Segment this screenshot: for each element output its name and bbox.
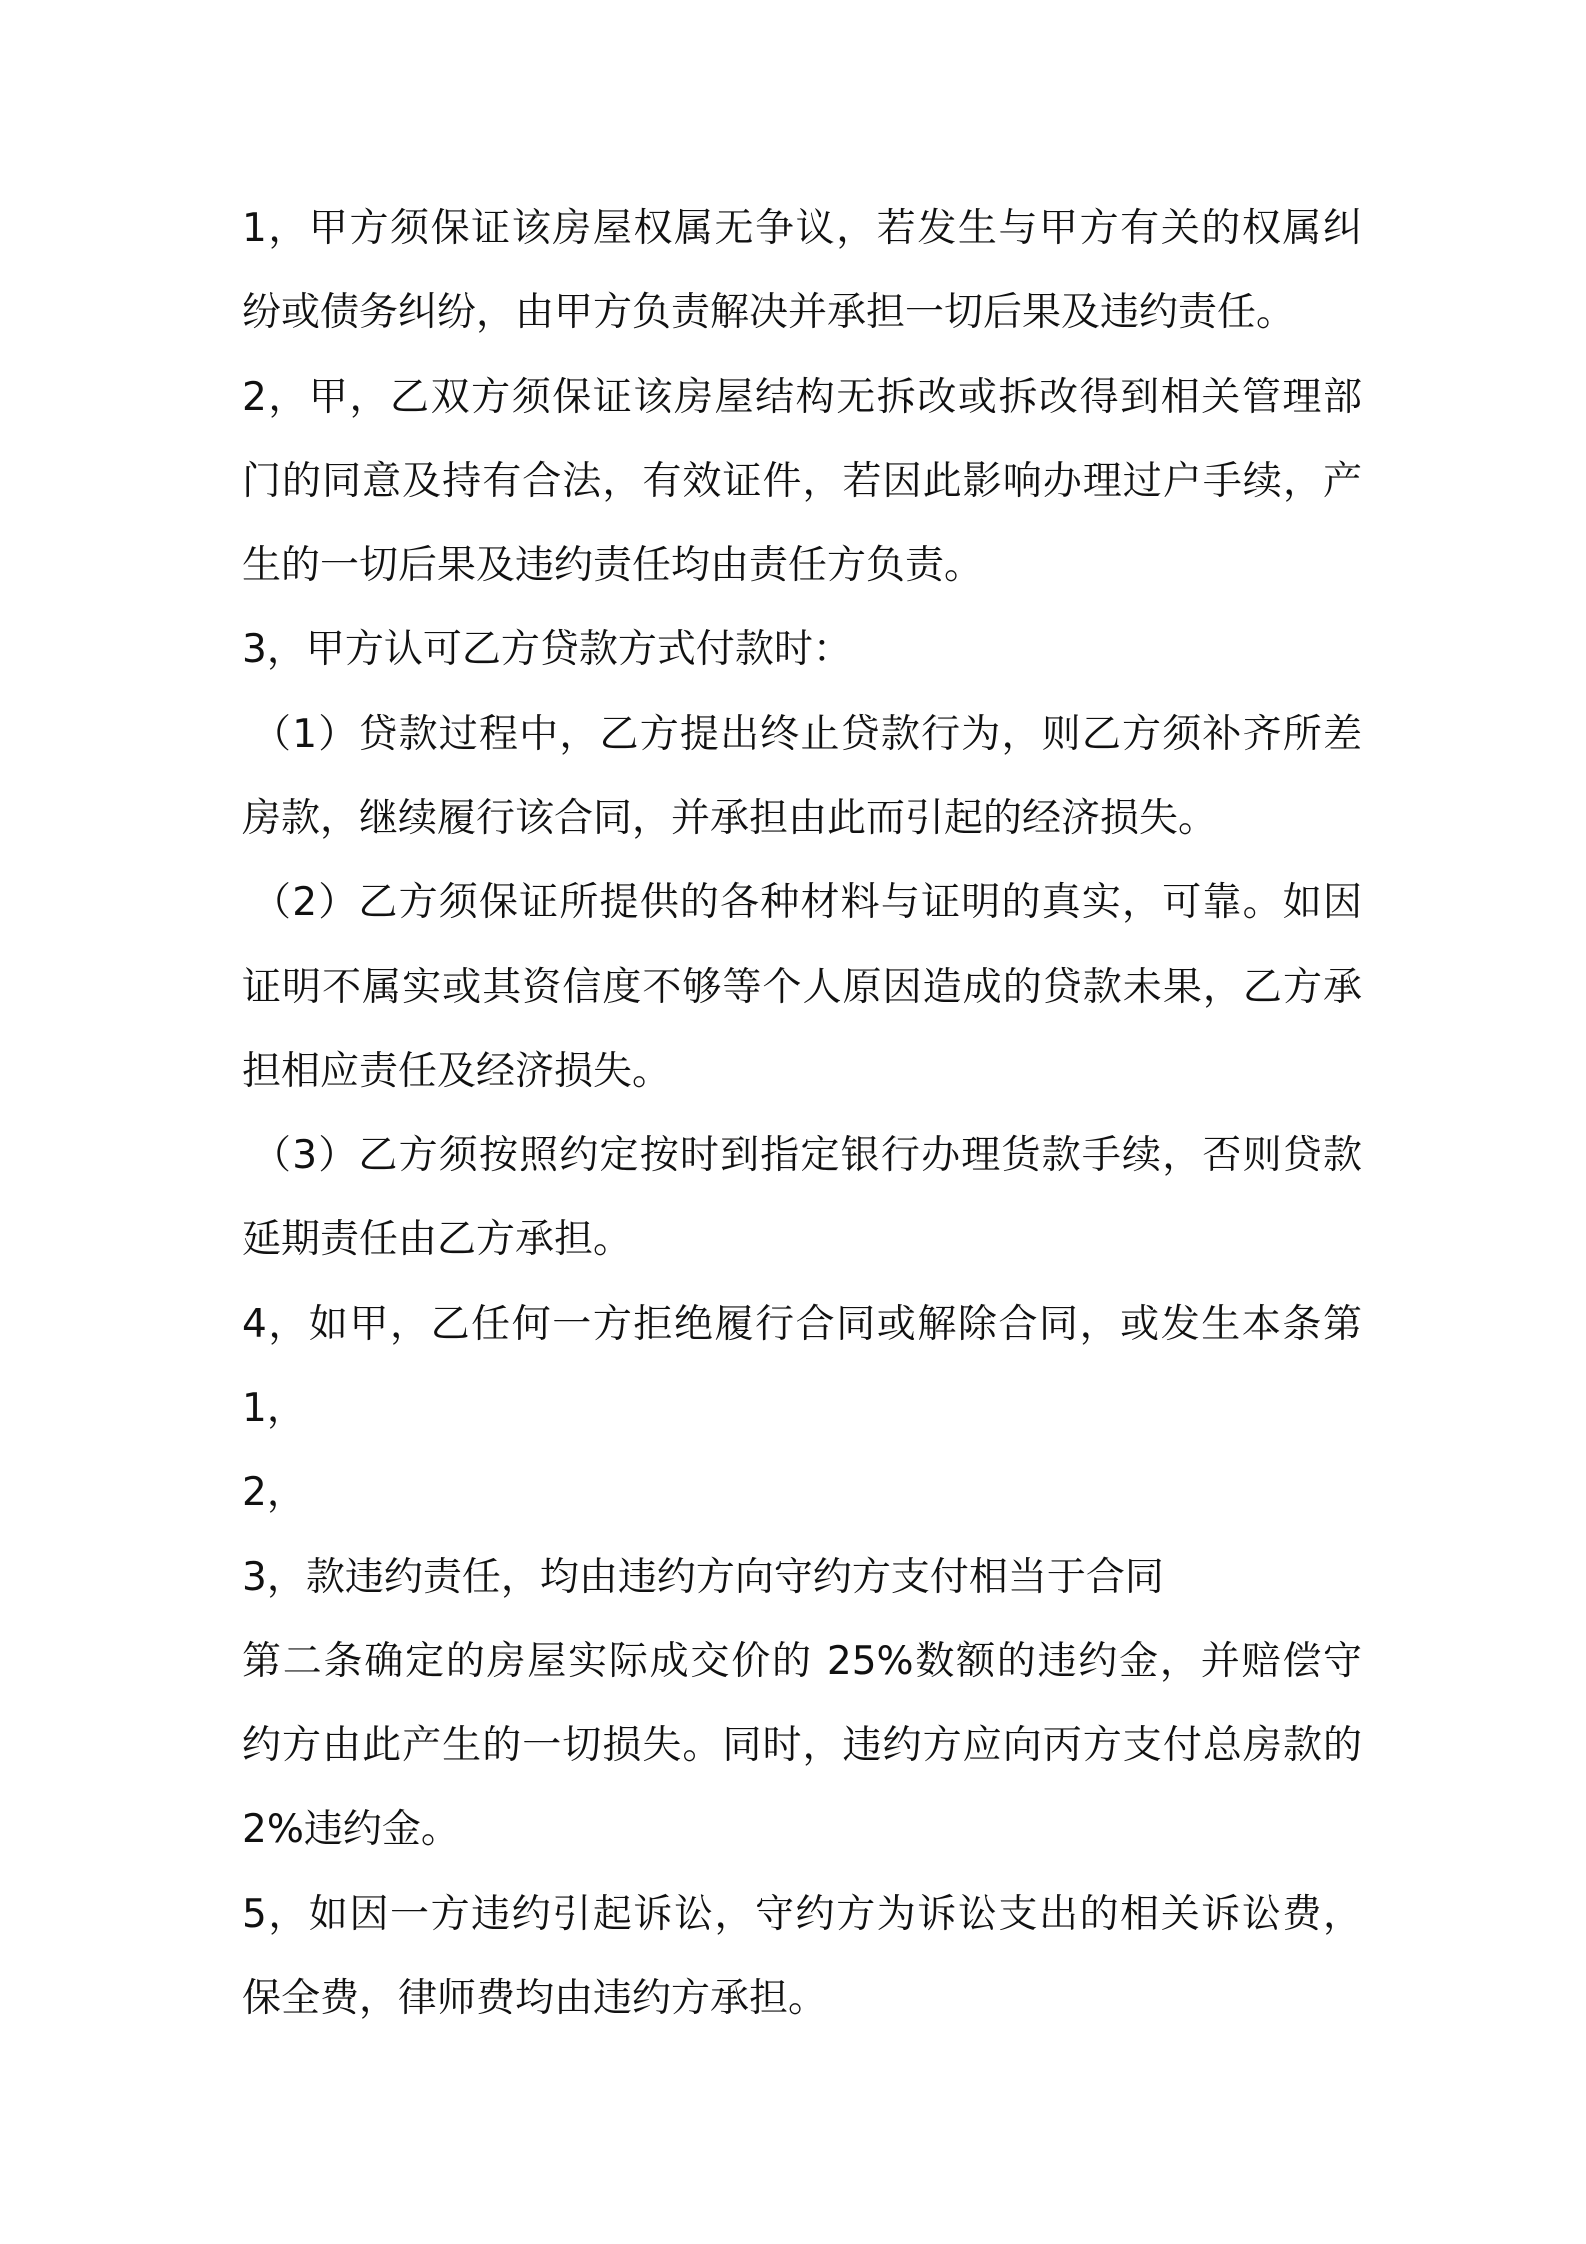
text-line: 约方由此产生的一切损失。同时，违约方应向丙方支付总房款的 (242, 1723, 1362, 1768)
text-line: 2，甲，乙双方须保证该房屋结构无拆改或拆改得到相关管理部 (242, 375, 1362, 420)
text-line: 证明不属实或其资信度不够等个人原因造成的贷款未果，乙方承 (242, 965, 1362, 1010)
text-line: 延期责任由乙方承担。 (242, 1217, 633, 1262)
text-line: 保全费，律师费均由违约方承担。 (242, 1976, 828, 2021)
text-line: 担相应责任及经济损失。 (242, 1049, 672, 1094)
text-line: 2%违约金。 (242, 1807, 460, 1852)
text-line: 生的一切后果及违约责任均由责任方负责。 (242, 543, 984, 588)
text-line: 1，甲方须保证该房屋权属无争议，若发生与甲方有关的权属纠 (242, 206, 1362, 251)
text-line: 房款，继续履行该合同，并承担由此而引起的经济损失。 (242, 796, 1218, 841)
text-line: （1）贷款过程中，乙方提出终止贷款行为，则乙方须补齐所差 (252, 712, 1362, 757)
text-line: 3，甲方认可乙方贷款方式付款时： (242, 627, 852, 672)
text-line: 1， (242, 1386, 306, 1431)
text-line: 5，如因一方违约引起诉讼，守约方为诉讼支出的相关诉讼费， (242, 1892, 1362, 1937)
text-line: 门的同意及持有合法，有效证件，若因此影响办理过户手续，产 (242, 459, 1362, 504)
text-line: （3）乙方须按照约定按时到指定银行办理货款手续，否则贷款 (252, 1133, 1362, 1178)
text-line: 3，款违约责任，均由违约方向守约方支付相当于合同 (242, 1555, 1164, 1600)
text-line: 纷或债务纠纷，由甲方负责解决并承担一切后果及违约责任。 (242, 290, 1296, 335)
text-line: （2）乙方须保证所提供的各种材料与证明的真实，可靠。如因 (252, 880, 1362, 925)
text-line: 第二条确定的房屋实际成交价的 25%数额的违约金，并赔偿守 (242, 1639, 1362, 1684)
text-line: 4，如甲，乙任何一方拒绝履行合同或解除合同，或发生本条第 (242, 1302, 1362, 1347)
text-line: 2， (242, 1470, 306, 1515)
